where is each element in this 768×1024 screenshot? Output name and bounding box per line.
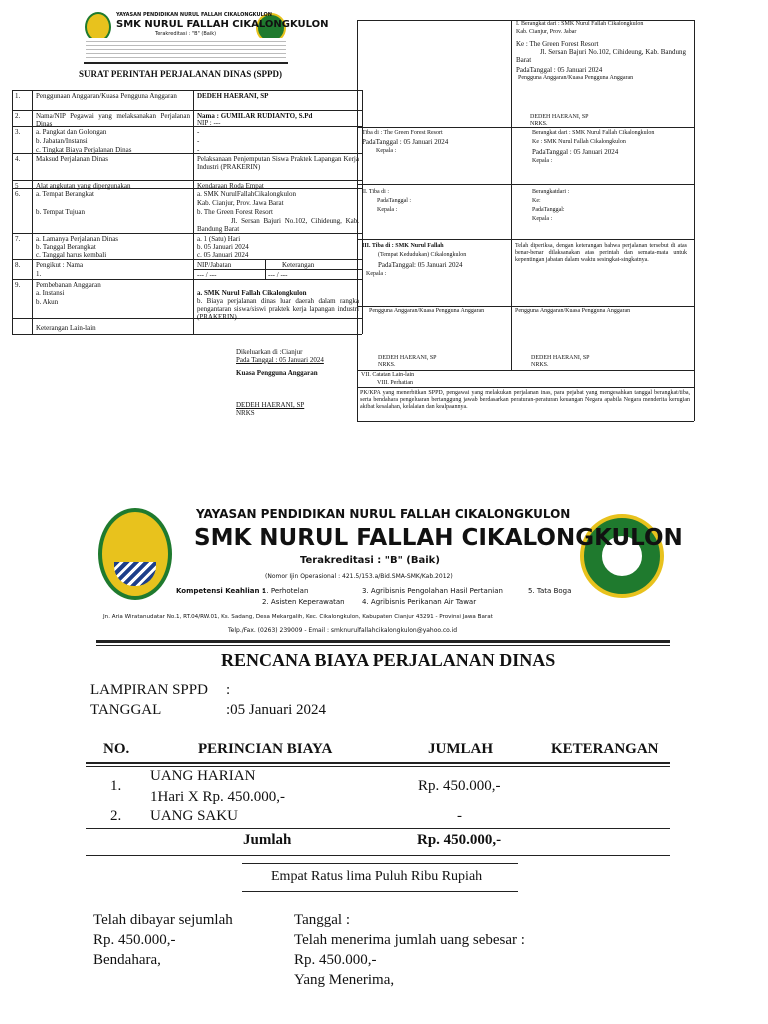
rf-b2: Kab. Cianjur, Prov. Jabar bbox=[516, 29, 577, 35]
foundation-name: YAYASAN PENDIDIKAN NURUL FALLAH CIKALONGKULON bbox=[196, 507, 571, 521]
table-rule-2 bbox=[86, 766, 670, 767]
rf-r4l4: Kepala : bbox=[366, 271, 387, 277]
rf-r5l: Pengguna Anggaran/Kuasa Pengguna Anggaran bbox=[369, 308, 485, 314]
rf-r5r: Pengguna Anggaran/Kuasa Pengguna Anggaran bbox=[515, 308, 631, 314]
sppd-row2-name: Nama : GUMILAR RUDIANTO, S.Pd bbox=[197, 112, 313, 120]
sppd-row10-label: Keterangan Lain-lain bbox=[36, 324, 96, 332]
col-keterangan: KETERANGAN bbox=[551, 741, 659, 757]
header-rule-thin bbox=[96, 645, 670, 646]
paid-line3: Bendahara, bbox=[93, 952, 161, 968]
received-line3: Rp. 450.000,- bbox=[294, 952, 377, 968]
header-small-detail-lines bbox=[86, 38, 286, 58]
rf-r2l3: Kepala : bbox=[376, 148, 397, 154]
sppd-row7-a: a. Lamanya Perjalanan Dinas bbox=[36, 235, 119, 243]
sppd-row7-v2: b. 05 Januari 2024 bbox=[197, 243, 249, 251]
rf-r2l1: Tiba di : The Green Forest Resort bbox=[362, 130, 443, 136]
item1-label: UANG HARIAN bbox=[150, 768, 256, 784]
sppd-row2-label: Nama/NIP Pegawai yang melaksanakan Perjalanan Dinas bbox=[36, 112, 190, 128]
sppd-row6-v2: Kab. Cianjur, Prov. Jawa Barat bbox=[197, 199, 284, 207]
sppd-row8-d1: --- / --- bbox=[197, 271, 217, 279]
issued-date: Pada Tanggal : 05 Januari 2024 bbox=[236, 356, 324, 364]
rf-r3l3: Kepala : bbox=[377, 207, 398, 213]
lampiran-value: : bbox=[226, 682, 231, 698]
issued-signer: DEDEH HAERANI, SP bbox=[236, 401, 305, 409]
paid-line1: Telah dibayar sejumlah bbox=[93, 912, 233, 928]
item2-label: UANG SAKU bbox=[150, 808, 238, 824]
rbpd-title: RENCANA BIAYA PERJALANAN DINAS bbox=[221, 650, 556, 670]
school-name-small: SMK NURUL FALLAH CIKALONGKULON bbox=[116, 19, 329, 30]
item1-detail: 1Hari X Rp. 450.000,- bbox=[150, 789, 285, 805]
sppd-row8-item: 1. bbox=[36, 270, 42, 278]
rf-r3l2: PadaTanggal : bbox=[377, 198, 412, 204]
received-line1: Tanggal : bbox=[294, 912, 351, 928]
school-address: Jn. Aria Wiratanudatar No.1, RT.04/RW.01, Ks. Sadang, Desa Mekargalih, Kec. Cikalongkulon, Kabupaten Cianjur 43291 - Provinsi Jawa Barat bbox=[103, 614, 493, 620]
foundation-name-small: YAYASAN PENDIDIKAN NURUL FALLAH CIKALONGKULON bbox=[116, 12, 272, 18]
rf-r2r4: Kepala : bbox=[532, 158, 553, 164]
sppd-row7-c: c. Tanggal harus kembali bbox=[36, 251, 107, 259]
rf-vii: VII. Catatan Lain-lain bbox=[361, 372, 415, 378]
komp-5: 5. Tata Boga bbox=[528, 587, 572, 595]
rf-r6l2: NRKS. bbox=[378, 362, 396, 368]
rf-b1: I. Berangkat dari : SMK Nurul Fallah Cikalongkulon bbox=[516, 21, 644, 27]
sppd-row4-label: Maksud Perjalanan Dinas bbox=[36, 155, 108, 163]
sppd-row6-v4: Jl. Sersan Bajuri No.102, Cihideung, Kab. Bandung Barat bbox=[197, 217, 359, 233]
sppd-row6-a: a. Tempat Berangkat bbox=[36, 190, 94, 198]
rf-r6r2: NRKS. bbox=[531, 362, 549, 368]
words-rule-top bbox=[242, 863, 518, 864]
item1-amount: Rp. 450.000,- bbox=[418, 778, 501, 794]
sppd-row7-v3: c. 05 Januari 2024 bbox=[197, 251, 249, 259]
sppd-title: SURAT PERINTAH PERJALANAN DINAS (SPPD) bbox=[79, 69, 283, 79]
rf-r4l3: PadaTanggal: 05 Januari 2024 bbox=[378, 261, 463, 269]
rf-r2r1: Berangkat dari : SMK Nurul Fallah Cikalongkulon bbox=[532, 130, 655, 136]
header-rule-thick bbox=[96, 640, 670, 643]
sppd-row2-nip: NIP : --- bbox=[197, 119, 221, 127]
school-name: SMK NURUL FALLAH CIKALONGKULON bbox=[194, 525, 683, 551]
rf-r4l2: (Tempat Kedudukan) Cikalongkulon bbox=[378, 252, 467, 258]
school-contact: Telp./Fax. (0263) 239009 - Email : smknurulfallahcikalongkulon@yahoo.co.id bbox=[228, 627, 458, 634]
sppd-row3-va: - bbox=[197, 128, 200, 136]
rf-r6r1: DEDEH HAERANI, SP bbox=[531, 355, 590, 361]
item2-no: 2. bbox=[110, 808, 122, 824]
sppd-row8-d2: --- / --- bbox=[268, 271, 288, 279]
sppd-row9-label: Pembebanan Anggaran bbox=[36, 281, 101, 289]
sppd-row3-vc: - bbox=[197, 146, 200, 154]
sppd-row7-v1: a. 1 (Satu) Hari bbox=[197, 235, 241, 243]
sppd-row7-no: 7. bbox=[15, 235, 21, 243]
sppd-row4-no: 4. bbox=[15, 155, 21, 163]
sppd-row3-c: c. Tingkat Biaya Perjalanan Dinas bbox=[36, 146, 132, 154]
sppd-row1-label: Penggunaan Anggaran/Kuasa Pengguna Anggaran bbox=[36, 92, 177, 100]
item1-no: 1. bbox=[110, 778, 122, 794]
sppd-row6-no: 6. bbox=[15, 190, 21, 198]
sppd-row7-b: b. Tanggal Berangkat bbox=[36, 243, 96, 251]
sppd-row3-a: a. Pangkat dan Golongan bbox=[36, 128, 107, 136]
komp-1: 1. Perhotelan bbox=[262, 587, 309, 595]
col-no: NO. bbox=[103, 741, 130, 757]
rf-r6l1: DEDEH HAERANI, SP bbox=[378, 355, 437, 361]
sppd-row9-v2: b. Biaya perjalanan dinas luar daerah dalam rangka pengantaran siswa/siswi praktek kerja lapangan industri (PRAKERIN) bbox=[197, 297, 359, 321]
sppd-row9-v1: a. SMK Nurul Fallah Cikalongkulon bbox=[197, 289, 307, 297]
sppd-row1-value: DEDEH HAERANI, SP bbox=[197, 92, 269, 100]
rf-r3r3: PadaTanggal: bbox=[532, 207, 565, 213]
rf-r3r4: Kepala : bbox=[532, 216, 553, 222]
komp-4: 4. Agribisnis Perikanan Air Tawar bbox=[362, 598, 477, 606]
total-rule-bottom bbox=[86, 855, 670, 856]
sppd-row9-b: b. Akun bbox=[36, 298, 59, 306]
accreditation-small: Terakreditasi : "B" (Baik) bbox=[155, 31, 217, 37]
total-label: Jumlah bbox=[243, 832, 292, 848]
received-line4: Yang Menerima, bbox=[294, 972, 395, 988]
total-amount: Rp. 450.000,- bbox=[417, 832, 502, 848]
lampiran-label: LAMPIRAN SPPD bbox=[90, 682, 208, 698]
issued-nrks: NRKS bbox=[236, 409, 255, 417]
sppd-row6-v1: a. SMK NurulFallahCikalongkulon bbox=[197, 190, 296, 198]
province-logo bbox=[98, 508, 172, 600]
sppd-row4-value: Pelaksanaan Penjemputan Siswa Praktek Lapangan Kerja Industri (PRAKERIN) bbox=[197, 155, 359, 171]
col-jumlah: JUMLAH bbox=[428, 741, 493, 757]
table-rule-1 bbox=[86, 762, 670, 764]
rf-note: PK/KPA yang menerbitkan SPPD, pengawai yang melakukan perjalanan inas, para pejabat yang mengesahkan tanggal berangkat/tiba, serta bendahara pengeluaran bertanggung jawab berdasarkan peraturan-peraturan keuangan Negara apabila Negara menderita kerugian akibat kesalahan, kelalaian dan kealpaannya. bbox=[360, 390, 690, 410]
total-rule bbox=[86, 828, 670, 829]
rf-r3r2: Ke: bbox=[532, 198, 541, 204]
sppd-row8-col2: Keterangan bbox=[282, 261, 315, 269]
sppd-row9-a: a. Instansi bbox=[36, 289, 65, 297]
received-line2: Telah menerima jumlah uang sebesar : bbox=[294, 932, 525, 948]
rf-b8: NRKS. bbox=[530, 121, 548, 127]
sppd-row8-label: Pengikut : Nama bbox=[36, 261, 84, 269]
paid-line2: Rp. 450.000,- bbox=[93, 932, 176, 948]
sppd-row8-no: 8. bbox=[15, 261, 21, 269]
sppd-row6-b: b. Tempat Tujuan bbox=[36, 208, 85, 216]
rf-b6: Pengguna Anggaran/Kuasa Pengguna Anggaran bbox=[518, 75, 634, 81]
rf-viii: VIII. Perhatian bbox=[377, 380, 413, 386]
sppd-row3-no: 3. bbox=[15, 128, 21, 136]
issued-at: Dikeluarkan di :Cianjur bbox=[236, 348, 303, 356]
col-perincian: PERINCIAN BIAYA bbox=[198, 741, 333, 757]
rf-b3: Ke : The Green Forest Resort bbox=[516, 40, 599, 48]
sppd-row5-no: 5 bbox=[15, 182, 19, 190]
rf-r3l1: II. Tiba di : bbox=[362, 189, 390, 195]
issued-kpa: Kuasa Pengguna Anggaran bbox=[236, 369, 318, 377]
rf-r2r3: PadaTanggal : 05 Januari 2024 bbox=[532, 148, 619, 156]
sppd-row5-value: Kendaraan Roda Empat bbox=[197, 182, 264, 190]
tanggal-label: TANGGAL bbox=[90, 702, 162, 718]
komp-2: 2. Asisten Keperawatan bbox=[262, 598, 345, 606]
amount-in-words: Empat Ratus lima Puluh Ribu Rupiah bbox=[271, 869, 483, 884]
sppd-row5-label: Alat angkutan yang dipergunakan bbox=[36, 182, 131, 190]
komp-label: Kompetensi Keahlian : bbox=[176, 587, 265, 595]
item2-amount: - bbox=[457, 808, 462, 824]
rf-r2r2: Ke : SMK Nurul Fallah Cikalongkulon bbox=[532, 139, 626, 145]
rf-r4r: Telah diperiksa, dengan keterangan bahwa perjalanan tersebut di atas benar-benar dilaksanakan atas perintah dan semata-mata untuk kepentingan jabatan dalam waktu sesingkat-singkatnya. bbox=[515, 243, 687, 263]
rf-b4: Jl. Sersan Bajuri No.102, Cihideung, Kab. Bandung Barat bbox=[516, 48, 686, 64]
sppd-row1-no: 1. bbox=[15, 92, 21, 100]
sppd-row3-vb: - bbox=[197, 137, 200, 145]
accreditation: Terakreditasi : "B" (Baik) bbox=[300, 555, 440, 566]
rf-b7: DEDEH HAERANI, SP bbox=[530, 114, 589, 120]
words-rule-bottom bbox=[242, 891, 518, 892]
sppd-row8-col1: NIP/Jabatan bbox=[197, 261, 232, 269]
header-small-rule bbox=[84, 62, 288, 64]
rf-r3r1: Berangkatdari : bbox=[532, 189, 570, 195]
komp-3: 3. Agribisnis Pengolahan Hasil Pertanian bbox=[362, 587, 503, 595]
rf-b5: PadaTanggal : 05 Januari 2024 bbox=[516, 66, 603, 74]
tanggal-value: :05 Januari 2024 bbox=[226, 702, 326, 718]
sppd-row9-no: 9. bbox=[15, 281, 21, 289]
permit-number: (Nomor Ijin Operasional : 421.5/153.a/Bid.SMA-SMK/Kab.2012) bbox=[265, 573, 453, 580]
sppd-row6-v3: b. The Green Forest Resort bbox=[197, 208, 273, 216]
rf-r4l1: III. Tiba di : SMK Nurul Fallah bbox=[362, 243, 444, 249]
sppd-row3-b: b. Jabatan/Instansi bbox=[36, 137, 88, 145]
rf-r2l2: PadaTanggal : 05 Januari 2024 bbox=[362, 138, 449, 146]
sppd-row2-no: 2. bbox=[15, 112, 21, 120]
